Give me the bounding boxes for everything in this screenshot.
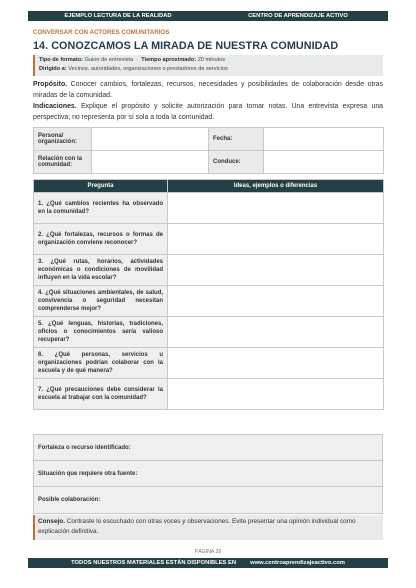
audience-line	[39, 65, 379, 74]
table-row	[34, 286, 384, 317]
banner-left-text: EJEMPLO LECTURA DE LA REALIDAD	[64, 13, 172, 19]
tip-box	[33, 515, 383, 540]
question-1: 1. ¿Qué cambios recientes ha observado en la comunidad?	[34, 193, 168, 224]
instructions-paragraph	[33, 101, 383, 123]
table-row	[34, 317, 384, 348]
time-label: Tiempo aproximado:	[141, 57, 197, 63]
top-banner	[28, 11, 388, 21]
table-row	[34, 193, 384, 224]
interview-header-table	[33, 127, 384, 174]
audience-label: Dirigido a:	[39, 66, 67, 72]
question-6: 6. ¿Qué personas, servicios u organizaciones podrían colaborar con la escuela y de qué manera?	[34, 348, 168, 379]
question-4: 4. ¿Qué situaciones ambientales, de salud, convivencia o seguridad necesitan comprenderse mejor?	[34, 286, 168, 317]
purpose-text: Conocer cambios, fortalezas, recursos, necesidades y posibilidades de colaboración desde otras miradas de la comunidad.	[33, 81, 383, 99]
question-5: 5. ¿Qué lenguas, historias, tradiciones, oficios o conocimientos sería valioso recuperar?	[34, 317, 168, 348]
conduce-label: Conduce:	[209, 151, 264, 174]
instructions-label: Indicaciones.	[33, 103, 77, 110]
tip-label: Consejo.	[38, 518, 65, 525]
summary-fields-table	[33, 434, 383, 514]
answer-field-1[interactable]	[168, 193, 384, 224]
table-row	[34, 255, 384, 286]
colaboracion-label: Posible colaboración:	[34, 487, 383, 514]
colaboracion-row[interactable]	[34, 487, 383, 514]
purpose-paragraph	[33, 79, 383, 101]
page-number: PÁGINA 29	[194, 549, 222, 555]
format-value: Guion de entrevista	[84, 57, 134, 63]
purpose-label: Propósito.	[33, 81, 68, 88]
question-2: 2. ¿Qué fortalezas, recursos o formas de organización conviene reconocer?	[34, 224, 168, 255]
fecha-label: Fecha:	[209, 128, 264, 151]
section-kicker: CONVERSAR CON ACTORES COMUNITARIOS	[33, 29, 170, 36]
conduce-field[interactable]	[264, 151, 384, 174]
col-header-question: Pregunta	[34, 180, 168, 193]
answer-field-6[interactable]	[168, 348, 384, 379]
banner-right-text: CENTRO DE APRENDIZAJE ACTIVO	[248, 13, 348, 19]
info-separator: ·	[136, 57, 139, 63]
fortaleza-row[interactable]	[34, 435, 383, 461]
persona-field[interactable]	[92, 128, 209, 151]
answer-field-7[interactable]	[168, 379, 384, 410]
answer-field-5[interactable]	[168, 317, 384, 348]
answer-field-3[interactable]	[168, 255, 384, 286]
audience-value: Vecinos, autoridades, organizaciones o prestadores de servicios	[68, 66, 228, 72]
footer-banner	[28, 558, 388, 568]
fortaleza-label: Fortaleza o recurso identificado:	[34, 435, 383, 461]
footer-link[interactable]: www.centroaprendizajeactivo.com	[250, 560, 345, 566]
format-line	[39, 56, 379, 65]
situacion-label: Situación que requiere otra fuente:	[34, 461, 383, 487]
relacion-label: Relación con la comunidad:	[34, 151, 92, 174]
instructions-text: Explique el propósito y solicite autorización para tomar notas. Una entrevista expresa una perspectiva; no representa por sí sola a toda la comunidad.	[33, 103, 383, 121]
col-header-ideas: Ideas, ejemplos o diferencias	[168, 180, 384, 193]
table-row	[34, 379, 384, 410]
table-row	[34, 348, 384, 379]
persona-label: Persona/ organización:	[34, 128, 92, 151]
question-7: 7. ¿Qué precauciones debe considerar la escuela al trabajar con la comunidad?	[34, 379, 168, 410]
format-info-box	[33, 55, 383, 76]
relacion-field[interactable]	[92, 151, 209, 174]
answer-field-4[interactable]	[168, 286, 384, 317]
time-value: 20 minutos	[197, 57, 226, 63]
fecha-field[interactable]	[264, 128, 384, 151]
questions-table	[33, 179, 384, 410]
questions-header-row	[34, 180, 384, 193]
tip-text: Contraste lo escuchado con otras voces y observaciones. Evite presentar una opinión individual como explicación definitiva.	[38, 518, 356, 535]
page-title: 14. CONOZCAMOS LA MIRADA DE NUESTRA COMUNIDAD	[33, 40, 339, 52]
answer-field-2[interactable]	[168, 224, 384, 255]
situacion-row[interactable]	[34, 461, 383, 487]
format-label: Tipo de formato:	[39, 57, 84, 63]
question-3: 3. ¿Qué rutas, horarios, actividades económicas o condiciones de movilidad influyen en la vida escolar?	[34, 255, 168, 286]
footer-left-text: TODOS NUESTROS MATERIALES ESTÁN DISPONIBLES EN	[71, 560, 237, 566]
table-row	[34, 224, 384, 255]
